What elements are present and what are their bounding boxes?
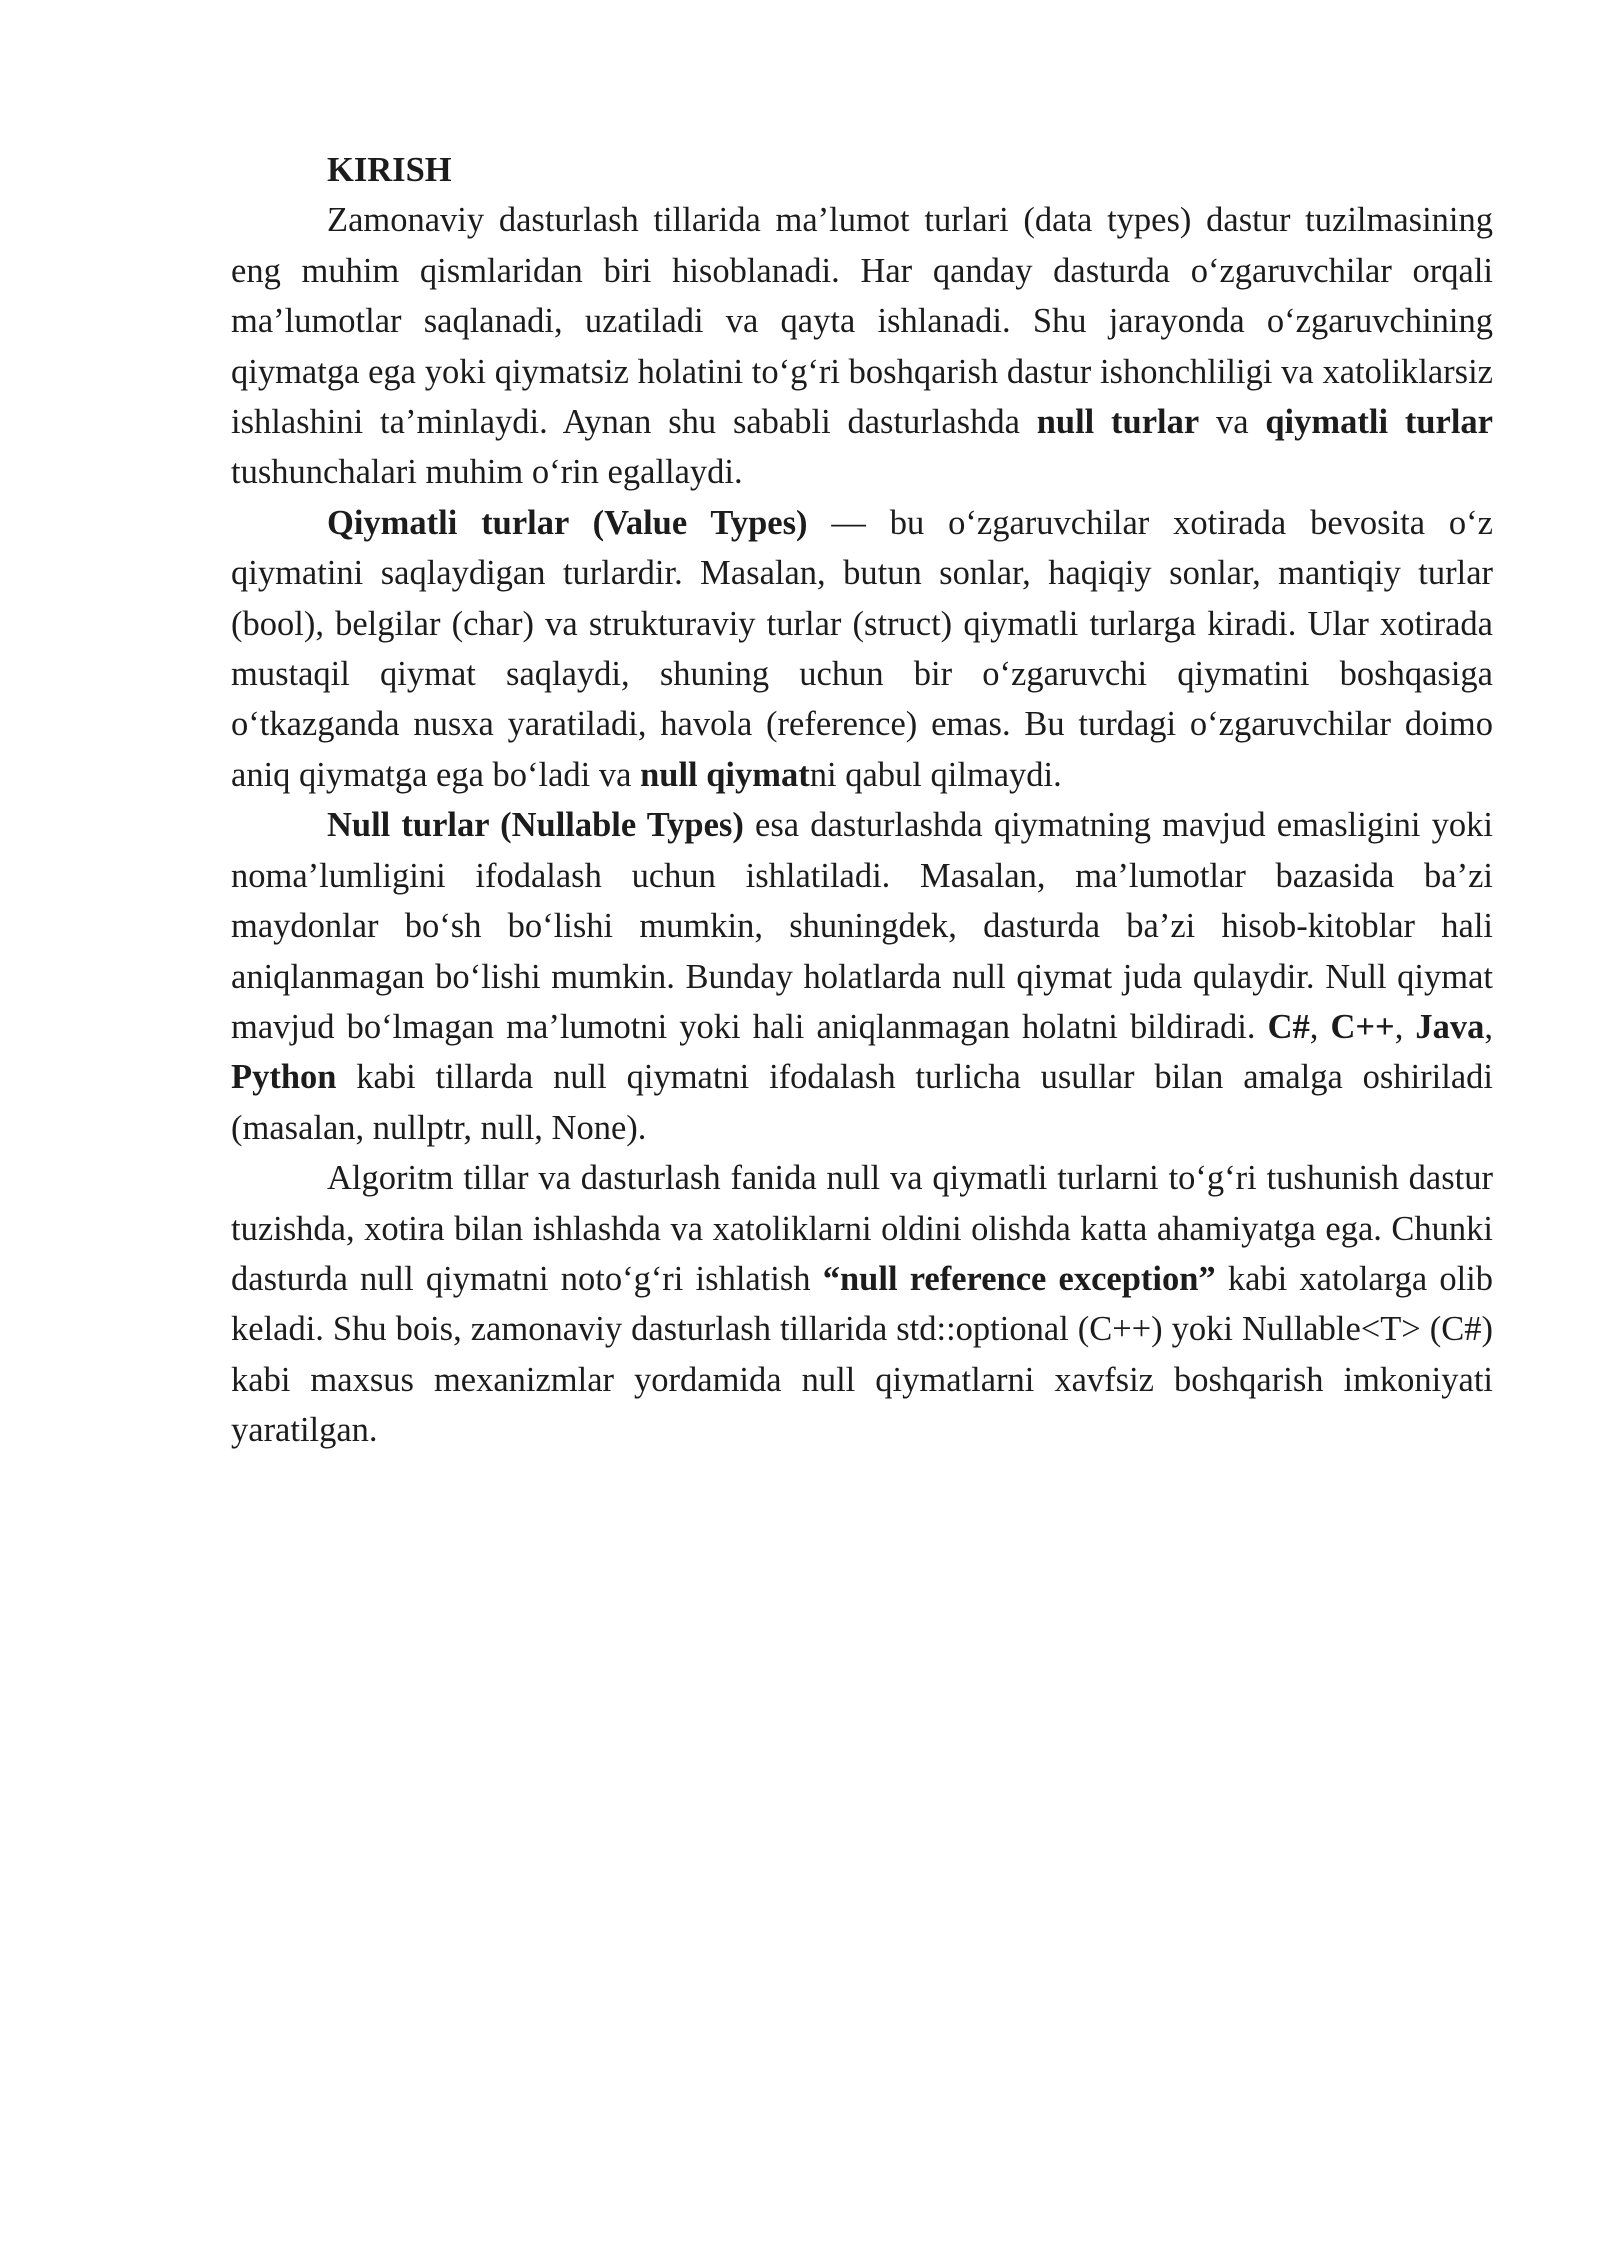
bold-term: Null turlar (Nullable Types) xyxy=(327,806,744,845)
section-heading: KIRISH xyxy=(327,151,452,189)
text-run: , xyxy=(1309,1007,1331,1046)
text-run: kabi tillarda null qiymatni ifodalash turlicha usullar bilan amalga oshiriladi (masalan, nullptr, null, None). xyxy=(231,1058,1493,1147)
text-run: esa dasturlashda qiymatning mavjud emasligini yoki noma’lumligini ifodalash uchun ishlatiladi. Masalan, ma’lumotlar bazasida ba’zi maydonlar bo‘sh bo‘lishi mumkin, shuningdek, dasturda ba’zi hisob-kitoblar hali aniqlanmagan bo‘lishi mumkin. Bunday holatlarda null qiymat juda qulaydir. Null qiymat mavjud bo‘lmagan ma’lumotni yoki hali aniqlanmagan holatni bildiradi. xyxy=(231,806,1494,1046)
bold-term: Java xyxy=(1415,1007,1485,1046)
text-run: va xyxy=(1199,403,1266,442)
paragraph-p4 xyxy=(231,1153,1493,1455)
text-run: , xyxy=(1394,1007,1416,1046)
document-body xyxy=(231,145,1493,1456)
bold-term: C++ xyxy=(1330,1007,1395,1046)
text-run: ni qabul qilmaydi. xyxy=(809,755,1062,794)
bold-term: C# xyxy=(1267,1007,1310,1046)
bold-term: null qiymat xyxy=(640,755,810,794)
text-run: kabi xatolarga olib keladi. Shu bois, zamonaviy dasturlash tillarida std::optional (C++) yoki Nullable<T> (C#) kabi maxsus mexanizmlar yordamida null qiymatlarni xavfsiz boshqarish imkoniyati yaratilgan. xyxy=(231,1259,1494,1450)
text-run: tushunchalari muhim o‘rin egallaydi. xyxy=(231,453,743,492)
bold-term: “null reference exception” xyxy=(822,1259,1216,1298)
text-run: Algoritm tillar va dasturlash fanida null va qiymatli turlarni to‘g‘ri tushunish dastur tuzishda, xotira bilan ishlashda va xatoliklarni oldini olishda katta ahamiyatga ega. Chunki dasturda null qiymatni noto‘g‘ri ishlatish xyxy=(231,1159,1493,1298)
bold-term: null turlar xyxy=(1036,403,1200,442)
text-run: , xyxy=(1484,1007,1494,1046)
paragraph-p2 xyxy=(231,498,1493,800)
paragraph-p3 xyxy=(231,800,1493,1153)
bold-term: Qiymatli turlar (Value Types) xyxy=(327,503,808,542)
paragraphs-container xyxy=(231,195,1493,1455)
bold-term: Python xyxy=(231,1058,337,1097)
text-run: Zamonaviy dasturlash tillarida ma’lumot turlari (data types) dastur tuzilmasining eng muhim qismlaridan biri hisoblanadi. Har qanday dasturda o‘zgaruvchilar orqali ma’lumotlar saqlanadi, uzatiladi va qayta ishlanadi. Shu jarayonda o‘zgaruvchining qiymatga ega yoki qiymatsiz holatini to‘g‘ri boshqarish dastur ishonchliligi va xatoliklarsiz ishlashini ta’minlaydi. Aynan shu sababli dasturlashda xyxy=(231,201,1493,442)
text-run: — bu o‘zgaruvchilar xotirada bevosita o‘z qiymatini saqlaydigan turlardir. Masalan, butun sonlar, haqiqiy sonlar, mantiqiy turlar (bool), belgilar (char) va strukturaviy turlar (struct) qiymatli turlarga kiradi. Ular xotirada mustaqil qiymat saqlaydi, shuning uchun bir o‘zgaruvchi qiymatini boshqasiga o‘tkazganda nusxa yaratiladi, havola (reference) emas. Bu turdagi o‘zgaruvchilar doimo aniq qiymatga ega bo‘ladi va xyxy=(231,503,1493,794)
paragraph-p1 xyxy=(231,195,1493,497)
bold-term: qiymatli turlar xyxy=(1265,403,1493,442)
